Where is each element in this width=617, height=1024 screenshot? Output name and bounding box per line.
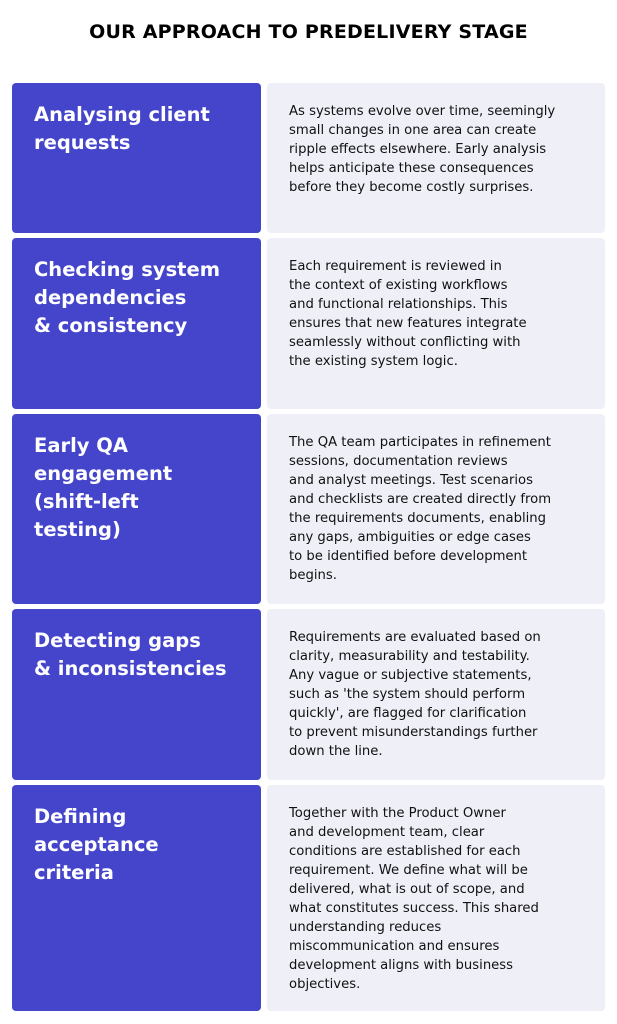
stage-description-card xyxy=(267,238,605,409)
description-line: and functional relationships. This xyxy=(289,297,508,312)
stage-card xyxy=(12,414,261,604)
description-line: to prevent misunderstandings further xyxy=(289,725,538,740)
description-line: down the line. xyxy=(289,744,383,759)
description-line: delivered, what is out of scope, and xyxy=(289,882,525,897)
stage-title-line: engagement xyxy=(34,462,173,485)
stage-title-line: criteria xyxy=(34,861,114,884)
description-line: The QA team participates in refinement xyxy=(289,435,551,450)
description-line: the requirements documents, enabling xyxy=(289,511,547,526)
stage-row xyxy=(12,609,605,780)
stage-description xyxy=(289,102,591,197)
description-line: miscommunication and ensures xyxy=(289,939,500,954)
description-line: small changes in one area can create xyxy=(289,123,537,138)
stage-description-card xyxy=(267,414,605,604)
description-line: objectives. xyxy=(289,977,361,992)
description-line: Requirements are evaluated based on xyxy=(289,630,541,645)
description-line: the existing system logic. xyxy=(289,354,458,369)
description-line: what constitutes success. This shared xyxy=(289,901,539,916)
stage-title-line: Analysing client xyxy=(34,103,210,126)
stage-title-line: requests xyxy=(34,131,131,154)
description-line: Any vague or subjective statements, xyxy=(289,668,532,683)
description-line: and development team, clear xyxy=(289,825,485,840)
description-line: any gaps, ambiguities or edge cases xyxy=(289,530,531,545)
stage-title xyxy=(34,627,241,683)
stage-title xyxy=(34,256,241,340)
stage-description xyxy=(289,257,591,371)
description-line: quickly', are flagged for clarification xyxy=(289,706,527,721)
stage-description-card xyxy=(267,609,605,780)
stage-title-line: & inconsistencies xyxy=(34,657,227,680)
stage-description-card xyxy=(267,83,605,233)
stage-title-line: Detecting gaps xyxy=(34,629,201,652)
stage-card xyxy=(12,83,261,233)
description-line: sessions, documentation reviews xyxy=(289,454,508,469)
description-line: the context of existing workflows xyxy=(289,278,508,293)
stage-title-line: Early QA xyxy=(34,434,128,457)
description-line: As systems evolve over time, seemingly xyxy=(289,104,556,119)
description-line: helps anticipate these consequences xyxy=(289,161,534,176)
stage-card xyxy=(12,609,261,780)
description-line: development aligns with business xyxy=(289,958,514,973)
description-line: understanding reduces xyxy=(289,920,442,935)
stage-title-line: Checking system xyxy=(34,258,221,281)
page-title: OUR APPROACH TO PREDELIVERY STAGE xyxy=(89,21,528,43)
description-line: seamlessly without conflicting with xyxy=(289,335,521,350)
stage-title-line: & consistency xyxy=(34,314,188,337)
stage-row xyxy=(12,785,605,1011)
stage-title-line: acceptance xyxy=(34,833,159,856)
stage-title xyxy=(34,803,241,887)
description-line: begins. xyxy=(289,568,337,583)
description-line: and analyst meetings. Test scenarios xyxy=(289,473,533,488)
stage-title-line: (shift-left xyxy=(34,490,139,513)
description-line: requirement. We define what will be xyxy=(289,863,528,878)
stage-row xyxy=(12,414,605,604)
stage-title-line: Defining xyxy=(34,805,127,828)
stage-title xyxy=(34,432,241,544)
stage-row xyxy=(12,238,605,409)
stage-description xyxy=(289,628,591,761)
description-line: conditions are established for each xyxy=(289,844,521,859)
stage-description-card xyxy=(267,785,605,1011)
description-line: ripple effects elsewhere. Early analysis xyxy=(289,142,547,157)
stage-description xyxy=(289,433,591,585)
stage-card xyxy=(12,785,261,1011)
stage-title xyxy=(34,101,241,157)
description-line: Each requirement is reviewed in xyxy=(289,259,502,274)
stage-description xyxy=(289,804,591,994)
stage-card xyxy=(12,238,261,409)
description-line: Together with the Product Owner xyxy=(289,806,506,821)
stage-title-line: dependencies xyxy=(34,286,187,309)
approach-table xyxy=(12,83,605,1016)
description-line: such as 'the system should perform xyxy=(289,687,526,702)
description-line: ensures that new features integrate xyxy=(289,316,527,331)
description-line: and checklists are created directly from xyxy=(289,492,552,507)
description-line: before they become costly surprises. xyxy=(289,180,534,195)
description-line: to be identified before development xyxy=(289,549,528,564)
description-line: clarity, measurability and testability. xyxy=(289,649,530,664)
stage-title-line: testing) xyxy=(34,518,121,541)
stage-row xyxy=(12,83,605,233)
